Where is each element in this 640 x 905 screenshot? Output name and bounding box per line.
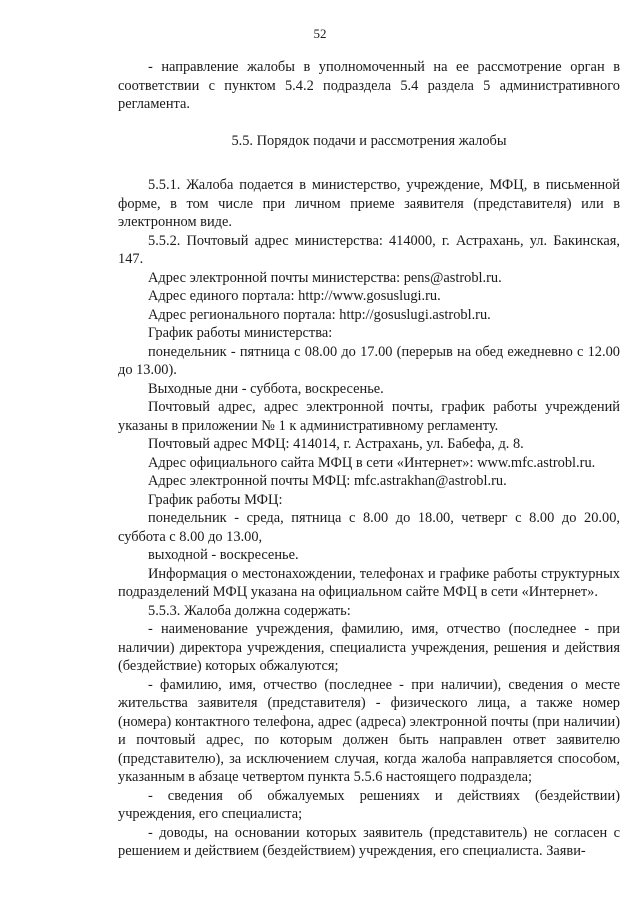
mfc-schedule-title: График работы МФЦ: [148,491,283,508]
list-item-institution: - наименование учреждения, фамилию, имя, отчество (последнее - при наличии) директора учреждения, специалиста учреждения, решения и действия (бездействие) которых обжалуются; [118,621,620,674]
section-heading: 5.5. Порядок подачи и рассмотрения жалобы [231,132,507,149]
mfc-schedule-hours: понедельник - среда, пятница с 8.00 до 18.00, четверг с 8.00 до 20.00, суббота с 8.00 до 13.00, [118,510,620,545]
paragraph-5-5-3: 5.5.3. Жалоба должна содержать: [148,602,351,619]
mfc-day-off: выходной - воскресенье. [148,547,299,563]
list-item-applicant: - фамилию, имя, отчество (последнее - при наличии), сведения о месте жительства заявителя (представителя) - физического лица, а также номер (номера) контактного телефона, адрес (адреса) электронной почты (при наличии) и почтовый адрес, по которым должен быть направлен ответ заявителю (представителю), за исключением случая, когда жалоба направляется способом, указанным в абзаце четвертом пункта 5.5.6 настоящего подраздела; [118,676,620,785]
page-number: 52 [313,26,327,41]
paragraph-5-5-1: 5.5.1. Жалоба подается в министерство, учреждение, МФЦ, в письменной форме, в том числе при личном приеме заявителя (представителя) или в электронном виде. [118,177,620,230]
list-item-arguments: - доводы, на основании которых заявитель (представитель) не согласен с решением и действием (бездействием) учреждения, его специалиста. Заяви- [118,824,620,859]
ministry-days-off: Выходные дни - суббота, воскресенье. [148,380,384,397]
mfc-subdivisions-info: Информация о местонахождении, телефонах и графике работы структурных подразделений МФЦ указана на официальном сайте МФЦ в сети «Интернет». [118,565,620,600]
intro-paragraph: - направление жалобы в уполномоченный на ее рассмотрение орган в соответствии с пунктом 5.4.2 подраздела 5.4 раздела 5 административного регламента. [118,59,620,112]
list-item-decisions: - сведения об обжалуемых решениях и действиях (бездействии) учреждения, его специалиста; [118,787,620,822]
ministry-email: Адрес электронной почты министерства: pens@astrobl.ru. [148,269,502,286]
regional-portal: Адрес регионального портала: http://gosuslugi.astrobl.ru. [148,306,491,323]
paragraph-5-5-2: 5.5.2. Почтовый адрес министерства: 414000, г. Астрахань, ул. Бакинская, 147. [118,232,620,267]
unified-portal: Адрес единого портала: http://www.gosuslugi.ru. [148,288,441,304]
mfc-website: Адрес официального сайта МФЦ в сети «Интернет»: www.mfc.astrobl.ru. [148,454,596,471]
institutions-info: Почтовый адрес, адрес электронной почты, график работы учреждений указаны в приложении № 1 к административному регламенту. [118,399,620,434]
mfc-postal-address: Почтовый адрес МФЦ: 414014, г. Астрахань, ул. Бабефа, д. 8. [148,436,524,452]
ministry-schedule-hours: понедельник - пятница с 08.00 до 17.00 (перерыв на обед ежедневно с 12.00 до 13.00). [118,343,620,378]
ministry-schedule-title: График работы министерства: [148,325,333,341]
document-body [118,58,620,861]
mfc-email: Адрес электронной почты МФЦ: mfc.astrakhan@astrobl.ru. [148,473,507,489]
